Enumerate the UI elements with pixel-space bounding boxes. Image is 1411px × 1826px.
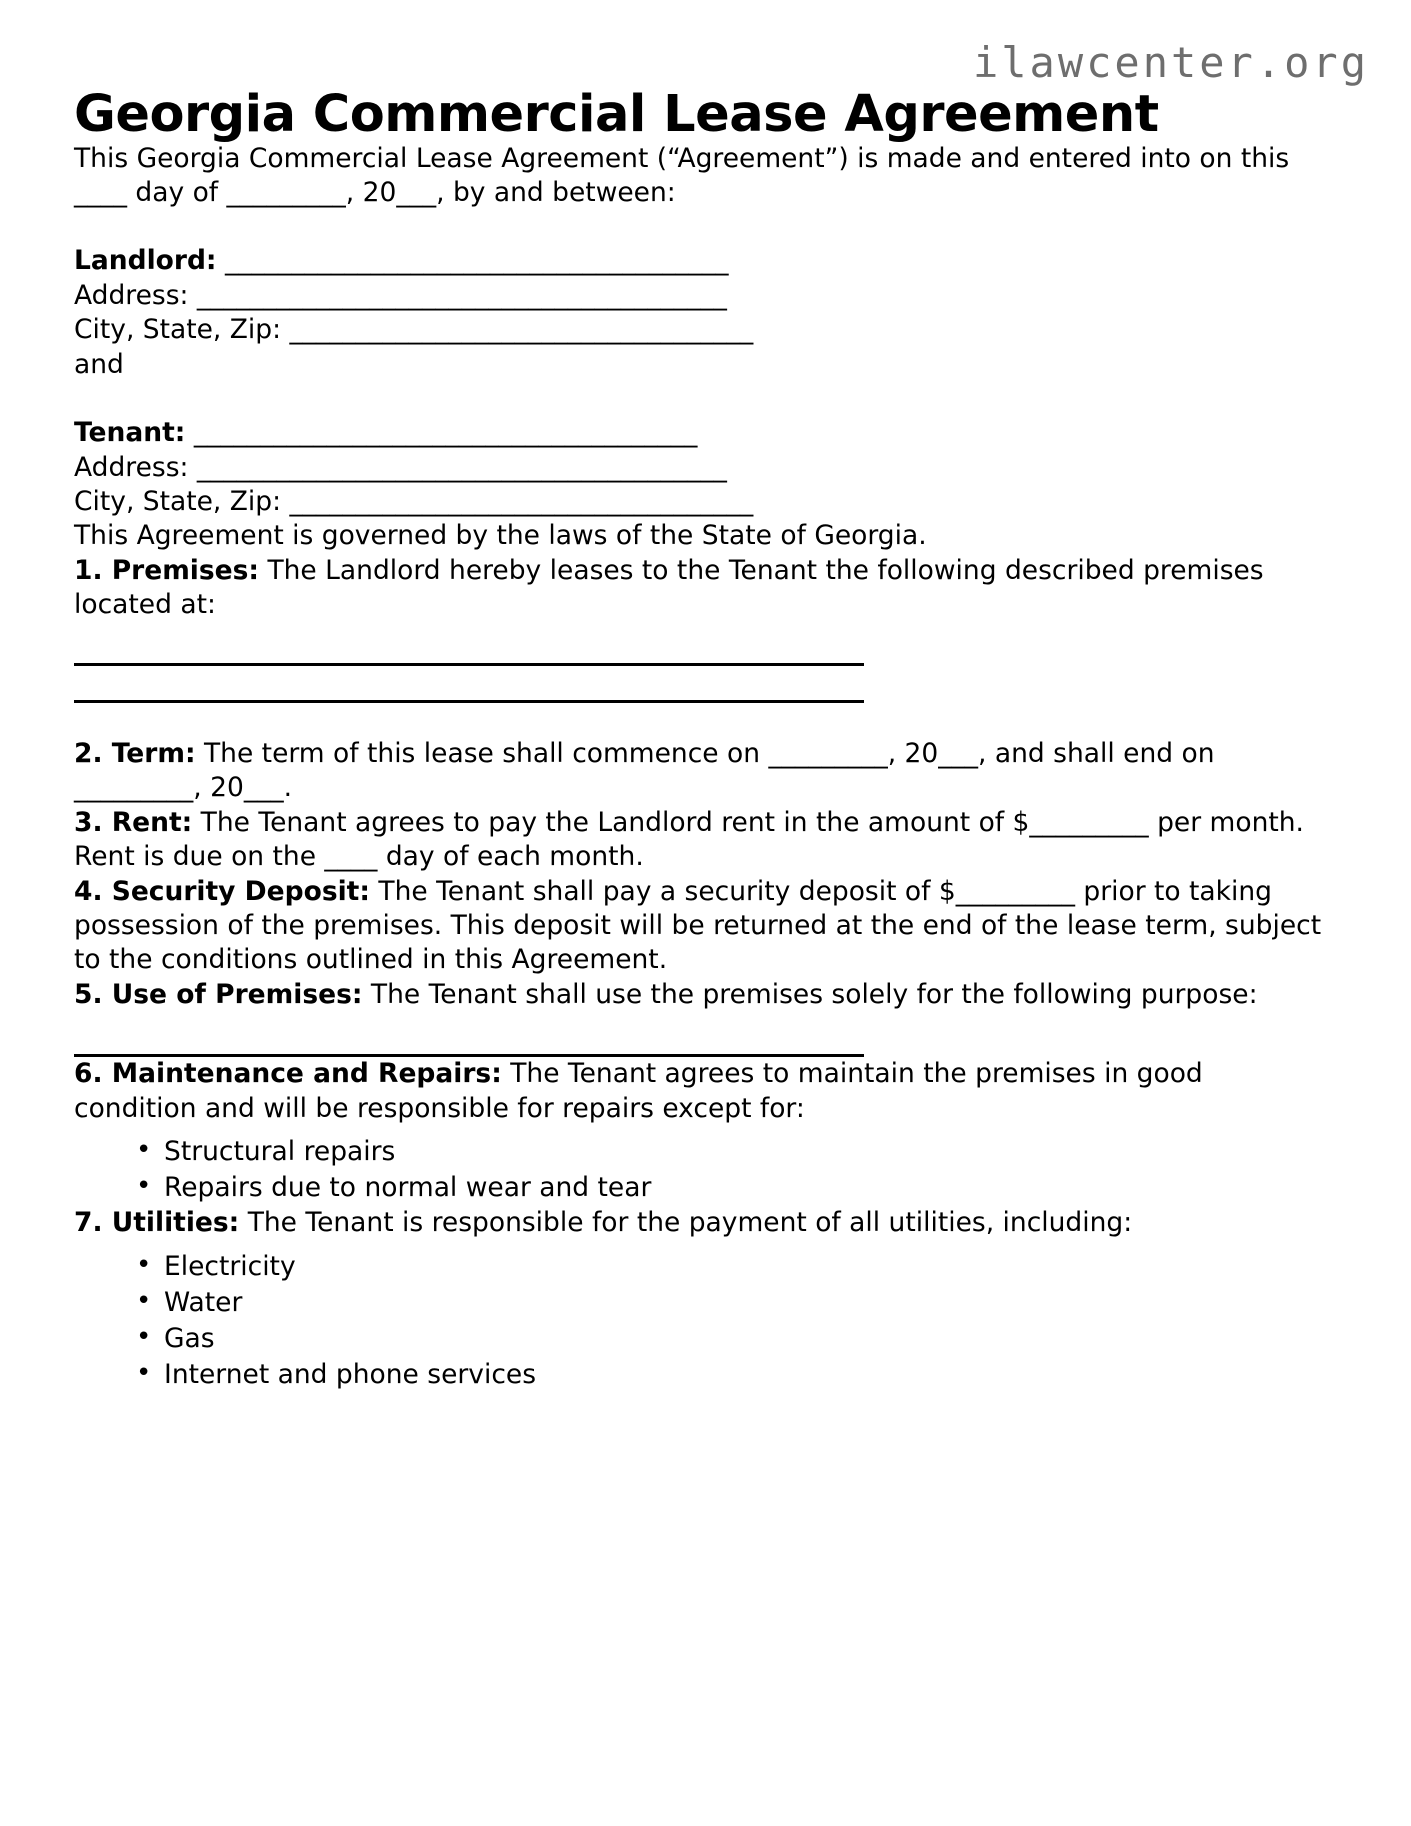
section-term [74, 737, 1324, 806]
tenant-label: Tenant: [74, 417, 186, 449]
tenant-city-label: City, State, Zip: [74, 486, 282, 518]
section-term-heading: 2. Term: [74, 737, 196, 769]
tenant-name-blank[interactable]: ______________________________________ [185, 417, 698, 449]
section-term-body: The term of this lease shall commence on _________, 20___, and shall end on _________, 20___. [74, 737, 1215, 804]
conjunction-and: and [74, 348, 124, 380]
page-title: Georgia Commercial Lease Agreement [74, 85, 1159, 144]
list-item: • Electricity [136, 1249, 1324, 1285]
section-utilities [74, 1206, 1324, 1240]
document-content [74, 0, 1324, 1393]
landlord-label: Landlord: [74, 245, 217, 277]
landlord-party-block [74, 244, 1324, 347]
premises-fill-line-1[interactable] [74, 663, 864, 666]
section-rent [74, 806, 1324, 875]
section-maintenance-body: The Tenant agrees to maintain the premises in good condition and will be responsible for repairs except for: [74, 1058, 1203, 1124]
landlord-name-blank[interactable]: ______________________________________ [216, 245, 729, 277]
premises-fill-lines [74, 663, 1324, 703]
landlord-city-row [74, 313, 1324, 347]
section-utilities-heading: 7. Utilities: [74, 1207, 240, 1239]
list-item: • Gas [136, 1321, 1324, 1357]
premises-fill-line-2[interactable] [74, 700, 864, 703]
section-maintenance-heading: 6. Maintenance and Repairs: [74, 1058, 502, 1090]
landlord-city-blank[interactable]: ___________________________________ [281, 314, 754, 346]
section-premises-heading: 1. Premises: [74, 554, 260, 586]
site-watermark: ilawcenter.org [972, 38, 1369, 87]
landlord-address-blank[interactable]: ________________________________________ [188, 279, 727, 311]
landlord-address-label: Address: [74, 279, 189, 311]
section-maintenance [74, 1057, 1324, 1126]
intro-paragraph: This Georgia Commercial Lease Agreement (“Agreement”) is made and entered into on this ____ day of _________, 20___, by and between: [74, 142, 1290, 208]
maintenance-exception-list [74, 1134, 1324, 1206]
section-utilities-body: The Tenant is responsible for the payment of all utilities, including: [239, 1207, 1133, 1239]
section-rent-heading: 3. Rent: [74, 806, 193, 838]
section-security-deposit [74, 875, 1324, 978]
section-security-deposit-heading: 4. Security Deposit: [74, 875, 370, 907]
tenant-city-blank[interactable]: ___________________________________ [281, 486, 754, 518]
list-item: • Water [136, 1285, 1324, 1321]
section-use-of-premises-heading: 5. Use of Premises: [74, 978, 363, 1010]
tenant-address-row [74, 451, 1324, 485]
landlord-address-row [74, 279, 1324, 313]
landlord-city-label: City, State, Zip: [74, 314, 282, 346]
tenant-name-row [74, 416, 1324, 450]
section-use-of-premises-body: The Tenant shall use the premises solely for the following purpose: [362, 978, 1258, 1010]
section-use-of-premises [74, 978, 1324, 1012]
tenant-address-label: Address: [74, 451, 189, 483]
section-premises [74, 554, 1324, 623]
section-premises-body: The Landlord hereby leases to the Tenant the following described premises located at: [74, 554, 1264, 621]
landlord-name-row [74, 244, 1324, 278]
tenant-address-blank[interactable]: ________________________________________ [188, 451, 727, 483]
tenant-party-block [74, 416, 1324, 519]
section-rent-body: The Tenant agrees to pay the Landlord rent in the amount of $_________ per month. Rent is due on the ____ day of each month. [74, 806, 1304, 873]
list-item: • Structural repairs [136, 1134, 1324, 1170]
utilities-list [74, 1249, 1324, 1393]
tenant-city-row [74, 485, 1324, 519]
list-item: • Internet and phone services [136, 1357, 1324, 1393]
section-security-deposit-body: The Tenant shall pay a security deposit of $_________ prior to taking possession of the premises. This deposit will be returned at the end of the lease term, subject to the conditions outlined in this Agreement. [74, 875, 1322, 976]
list-item: • Repairs due to normal wear and tear [136, 1170, 1324, 1206]
governing-law-paragraph: This Agreement is governed by the laws of the State of Georgia. [74, 520, 927, 552]
